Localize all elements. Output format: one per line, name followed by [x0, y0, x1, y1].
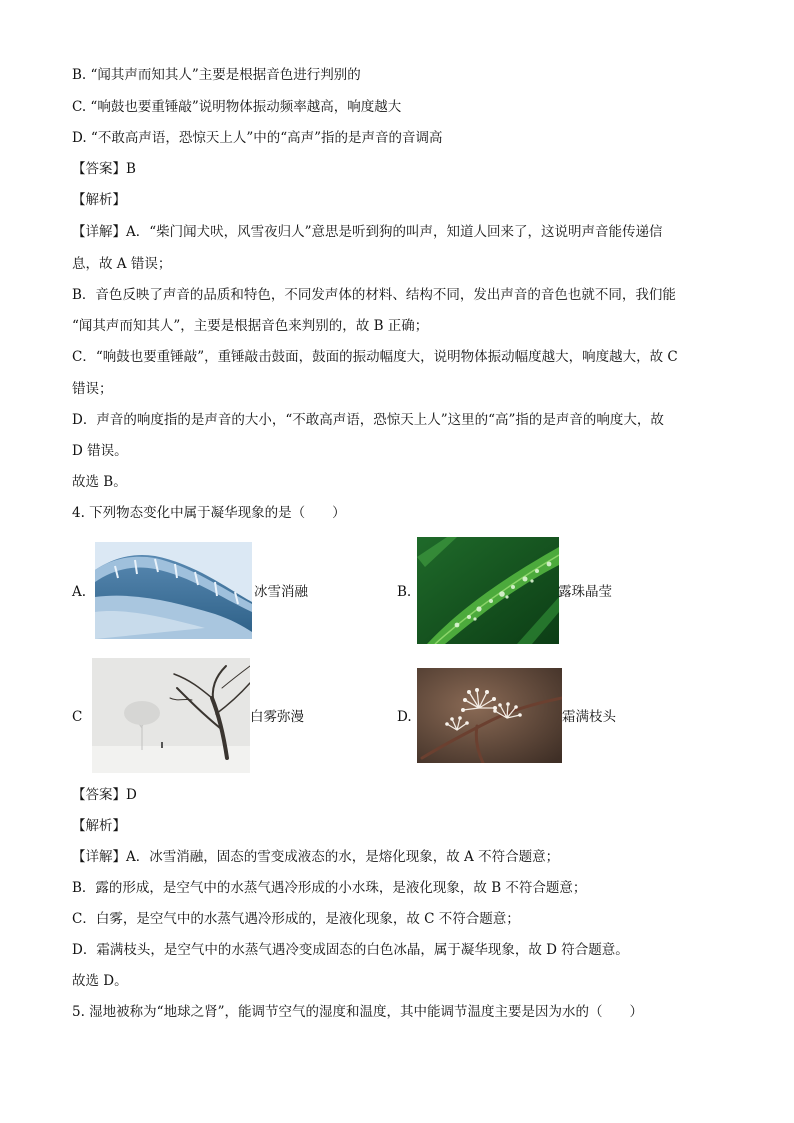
frost-branch-image: [417, 668, 562, 763]
detail-line: C．“响鼓也要重锤敲”，重锤敲击鼓面，鼓面的振动幅度大，说明物体振动幅度越大，响度越大，故 C: [72, 349, 678, 365]
conclusion: 故选 B。: [72, 474, 127, 490]
detail-line: D．声音的响度指的是声音的大小，“不敢高声语，恐惊天上人”这里的“高”指的是声音的响度大，故: [72, 412, 664, 428]
dewdrops-image: [417, 537, 559, 644]
detail-line: B．音色反映了声音的品质和特色，不同发声体的材料、结构不同，发出声音的音色也就不同，我们能: [72, 287, 676, 303]
detail-line: D 错误。: [72, 443, 128, 459]
option-b-caption: 露珠晶莹: [558, 584, 612, 600]
option-c-text: C. “响鼓也要重锤敲”说明物体振动频率越高，响度越大: [72, 99, 402, 115]
detail-line: 【详解】A．冰雪消融，固态的雪变成液态的水，是熔化现象，故 A 不符合题意；: [72, 849, 560, 865]
option-a-letter: A.: [72, 584, 87, 600]
option-b-text: B. “闻其声而知其人”主要是根据音色进行判别的: [72, 67, 361, 83]
fog-image: [92, 658, 250, 773]
detail-line: 错误；: [72, 381, 113, 397]
option-c-caption: 白雾弥漫: [250, 709, 304, 725]
option-d-letter: D.: [397, 709, 412, 725]
question-4: 4. 下列物态变化中属于凝华现象的是（ ）: [72, 505, 346, 521]
option-c-letter: C: [72, 709, 83, 725]
conclusion: 故选 D。: [72, 973, 128, 989]
detail-line: 息，故 A 错误；: [72, 256, 172, 272]
option-b-letter: B.: [397, 584, 412, 600]
option-d-text: D. “不敢高声语，恐惊天上人”中的“高声”指的是声音的音调高: [72, 130, 443, 146]
detail-line: “闻其声而知其人”，主要是根据音色来判别的，故 B 正确；: [72, 318, 429, 334]
answer-label: 【答案】B: [72, 161, 136, 177]
answer-label: 【答案】D: [72, 787, 137, 803]
option-d-caption: 霜满枝头: [562, 709, 616, 725]
analysis-label: 【解析】: [72, 818, 126, 834]
option-a-caption: 冰雪消融: [254, 584, 308, 600]
detail-line: C．白雾，是空气中的水蒸气遇冷形成的，是液化现象，故 C 不符合题意；: [72, 911, 520, 927]
detail-line: B．露的形成，是空气中的水蒸气遇冷形成的小水珠，是液化现象，故 B 不符合题意；: [72, 880, 587, 896]
question-5: 5. 湿地被称为“地球之肾”，能调节空气的湿度和温度，其中能调节温度主要是因为水的（ ）: [72, 1004, 643, 1020]
detail-line: 【详解】A．“柴门闻犬吠，风雪夜归人”意思是听到狗的叫声，知道人回来了，这说明声音能传递信: [72, 224, 663, 240]
ice-melting-image: [95, 542, 252, 639]
detail-line: D．霜满枝头，是空气中的水蒸气遇冷变成固态的白色冰晶，属于凝华现象，故 D 符合题意。: [72, 942, 629, 958]
analysis-label: 【解析】: [72, 192, 126, 208]
